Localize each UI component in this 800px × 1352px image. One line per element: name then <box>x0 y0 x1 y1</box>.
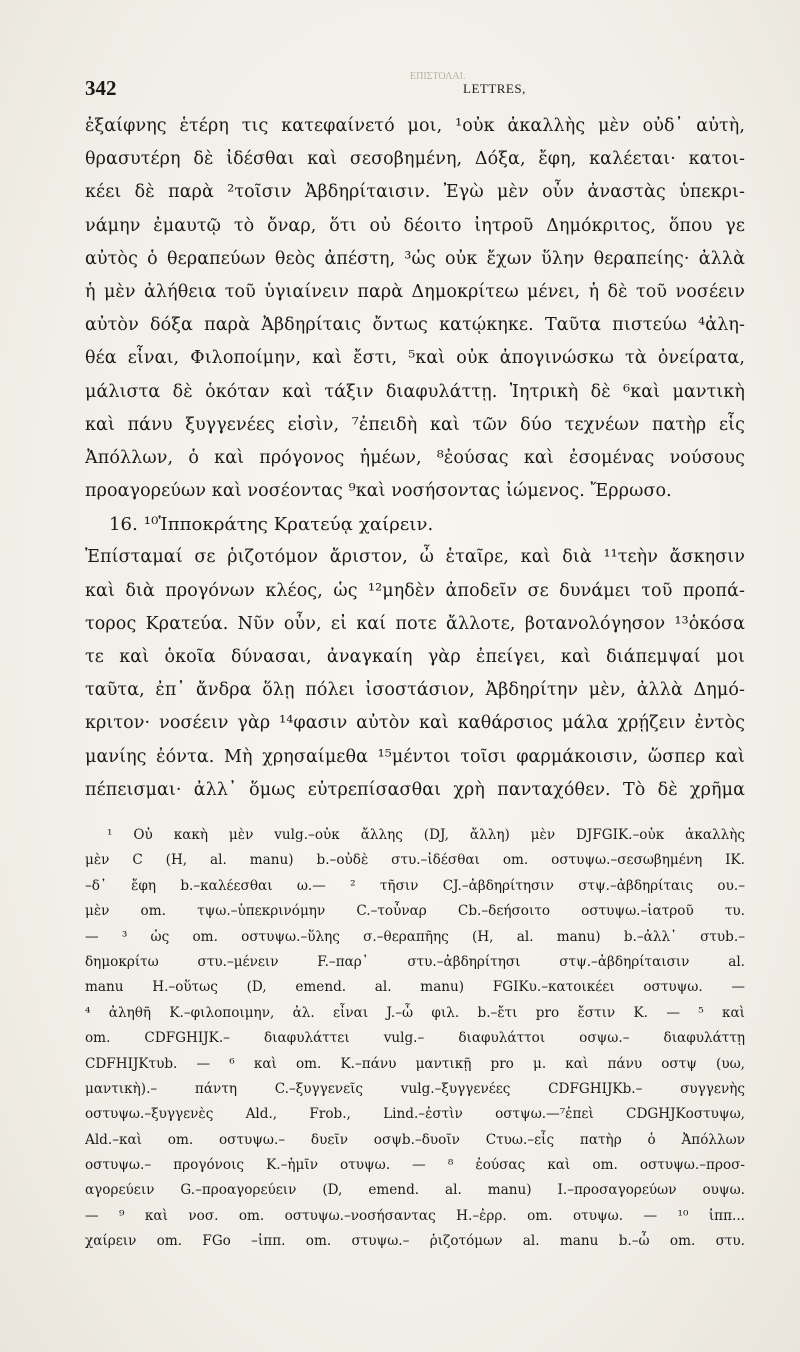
text-line: μάλιστα δὲ ὁκόταν καὶ τάξιν διαφυλάττῃ. Ἰητρικὴ δὲ ⁶καὶ μαντικὴ <box>85 381 745 402</box>
footnote-line: — ⁹ καὶ νοσ. om. οστυψω.–νοσήσαντας H.–ἐρρ. om. οτυψω. — ¹⁰ ἱππ... <box>85 1207 745 1224</box>
text-line: ἡ μὲν ἀλήθεια τοῦ ὑγιαίνειν παρὰ Δημοκρίτεω μένει, ἡ δὲ τοῦ νοσέειν <box>85 281 745 302</box>
text-line: ταῦτα, ἐπ᾽ ἄνδρα ὅλῃ πόλει ἰσοστάσιον, Ἀβδηρίτην μὲν, ἀλλὰ Δημό- <box>85 680 745 701</box>
footnote-line: χαίρειν om. FGο –ἱππ. om. στυψω.– ῥιζοτόμων al. manu b.–ὦ om. στυ. <box>85 1233 745 1250</box>
text-line: αὐτὸν δόξα παρὰ Ἀβδηρίταις ὄντως κατῴκηκε. Ταῦτα πιστεύω ⁴ἀλη- <box>85 315 745 336</box>
footnote-line: οστυψω.–ξυγγενὲς Ald., Frob., Lind.–ἐστὶν οστψω.—⁷ἐπεὶ CDGHJKοστυψω, <box>85 1106 745 1123</box>
footnote-line: –δ᾽ ἔφη b.–καλέεσθαι ω.— ² τῆσιν CJ.–ἀβδηρίτησιν στψ.–ἀβδηρίταις ου.– <box>85 877 745 894</box>
running-head: LETTRES, <box>463 81 526 96</box>
footnote-line: CDFHIJKτυb. — ⁶ καὶ om. K.–πάνυ μαντικῇ pro μ. καὶ πάνυ οστψ (υω, <box>85 1055 745 1072</box>
section-heading: 16. ¹⁰Ἱπποκράτης Κρατεύᾳ χαίρειν. <box>109 514 434 536</box>
text-line: μανίης ἐόντα. Μὴ χρησαίμεθα ¹⁵μέντοι τοῖσι φαρμάκοισιν, ὥσπερ καὶ <box>85 746 745 767</box>
text-line: καὶ διὰ προγόνων κλέος, ὡς ¹²μηδὲν ἀποδεῖν σε δυνάμει τοῦ προπά- <box>85 580 745 601</box>
text-line: νάμην ἐμαυτῷ τὸ ὄναρ, ὅτι οὐ δέοιτο ἰητροῦ Δημόκριτος, ὅπου γε <box>85 215 745 236</box>
footnote-line: Ald.–καὶ om. οστυψω.– δυεῖν οσψb.–δυοῖν Cτυω.–εἷς πατὴρ ὁ Ἀπόλλων <box>85 1131 745 1148</box>
text-line: Ἐπίσταμαί σε ῥιζοτόμον ἄριστον, ὦ ἑταῖρε, καὶ διὰ ¹¹τεὴν ἄσκησιν <box>85 547 745 568</box>
text-line: τε καὶ ὁκοῖα δύνασαι, ἀναγκαίη γὰρ ἐπείγει, καὶ διάπεμψαί μοι <box>85 647 745 667</box>
text-line: κέει δὲ παρὰ ²τοῖσιν Ἀβδηρίταισιν. Ἐγὼ μὲν οὖν ἀναστὰς ὑπεκρι- <box>85 182 745 203</box>
page-number: 342 <box>85 76 117 100</box>
footnote-line: δημοκρίτω στυ.–μένειν F.–παρ᾽ στυ.–ἀβδηρίτησι στψ.–ἀβδηρίταισιν al. <box>85 953 745 970</box>
footnote-line: μαντικὴ).– πάντη C.–ξυγγενεῖς vulg.–ξυγγενέες CDFGHIJKb.– συγγενὴς <box>85 1080 745 1097</box>
footnote-line: — ³ ὡς om. οστυψω.–ὕλης σ.–θεραπῆης (H, al. manu) b.–ἀλλ᾽ στυb.– <box>85 928 745 945</box>
footnote-line: μὲν C (H, al. manu) b.–οὐδὲ στυ.–ἰδέσθαι om. οστυψω.–σεσωβημένη IK. <box>85 852 745 869</box>
text-line: Ἀπόλλων, ὁ καὶ πρόγονος ἡμέων, ⁸ἐούσας καὶ ἐσομένας νούσους <box>85 447 745 468</box>
text-line: ἐξαίφνης ἑτέρη τις κατεφαίνετό μοι, ¹οὐκ ἀκαλλὴς μὲν οὐδ᾽ αὐτὴ, <box>85 116 745 136</box>
footnote-line: ¹ Οὐ κακὴ μὲν vulg.–οὐκ ἄλλης (DJ, ἄλλη) μὲν DJFGIK.–οὐκ ἀκαλλὴς <box>107 827 745 843</box>
text-line: αὐτὸς ὁ θεραπεύων θεὸς ἀπέστη, ³ὡς οὐκ ἔχων ὕλην θεραπείης· ἀλλὰ <box>85 248 745 269</box>
footnote-line: ⁴ ἀληθῆ K.–φιλοποιμην, ἀλ. εἶναι J.–ὦ φιλ. b.–ἔτι pro ἔστιν K. — ⁵ καὶ <box>85 1004 745 1021</box>
text-line: κριτον· νοσέειν γὰρ ¹⁴φασιν αὐτὸν καὶ καθάρσιος μάλα χρῄζειν ἐντὸς <box>85 713 745 734</box>
footnote-line: οστυψω.– προγόνοις K.–ἡμῖν οτυψω. — ⁸ ἐούσας καὶ om. οστυψω.–προσ- <box>85 1157 745 1174</box>
text-line: πέπεισμαι· ἀλλ᾽ ὅμως εὐτρεπίσασθαι χρὴ πανταχόθεν. Τὸ δὲ χρῆμα <box>85 779 745 800</box>
text-line: θέα εἶναι, Φιλοποίμην, καὶ ἔστι, ⁵καὶ οὐκ ἀπογινώσκω τὰ ὀνείρατα, <box>85 348 745 369</box>
main-text <box>85 110 745 807</box>
footnote-line: αγορεύειν G.–προαγορεύειν (D, emend. al. manu) I.–προσαγορεύων ουψω. <box>85 1182 745 1199</box>
footnote-line: om. CDFGHIJK.– διαφυλάττει vulg.– διαφυλάττοι οσψω.– διαφυλάττῃ <box>85 1030 745 1047</box>
text-line: καὶ πάνυ ξυγγενέες εἰσὶν, ⁷ἐπειδὴ καὶ τῶν δύο τεχνέων πατὴρ εἷς <box>85 414 745 435</box>
text-line: θρασυτέρη δὲ ἰδέσθαι καὶ σεσοβημένη, Δόξα, ἔφη, καλέεται· κατοι- <box>85 149 745 170</box>
text-line: προαγορεύων καὶ νοσέοντας ⁹καὶ νοσήσοντας ἰώμενος. Ἔρρωσο. <box>85 481 672 502</box>
footnote-line: μὲν om. τψω.–ὑπεκρινόμην C.–τοὖναρ Cb.–δεήσοιτο οστυψω.–ἰατροῦ τυ. <box>85 903 745 920</box>
footnotes <box>85 823 745 1255</box>
text-line: τορος Κρατεύα. Νῦν οὖν, εἰ καί ποτε ἄλλοτε, βοτανολόγησον ¹³ὁκόσα <box>85 613 745 634</box>
footnote-line: manu H.–οὕτως (D, emend. al. manu) FGIKυ.–κατοικέει οστυψω. — <box>85 979 745 996</box>
show-through-text: ΕΠΙΣΤΟΛΑΙ. <box>410 71 466 82</box>
page-header <box>85 76 745 102</box>
